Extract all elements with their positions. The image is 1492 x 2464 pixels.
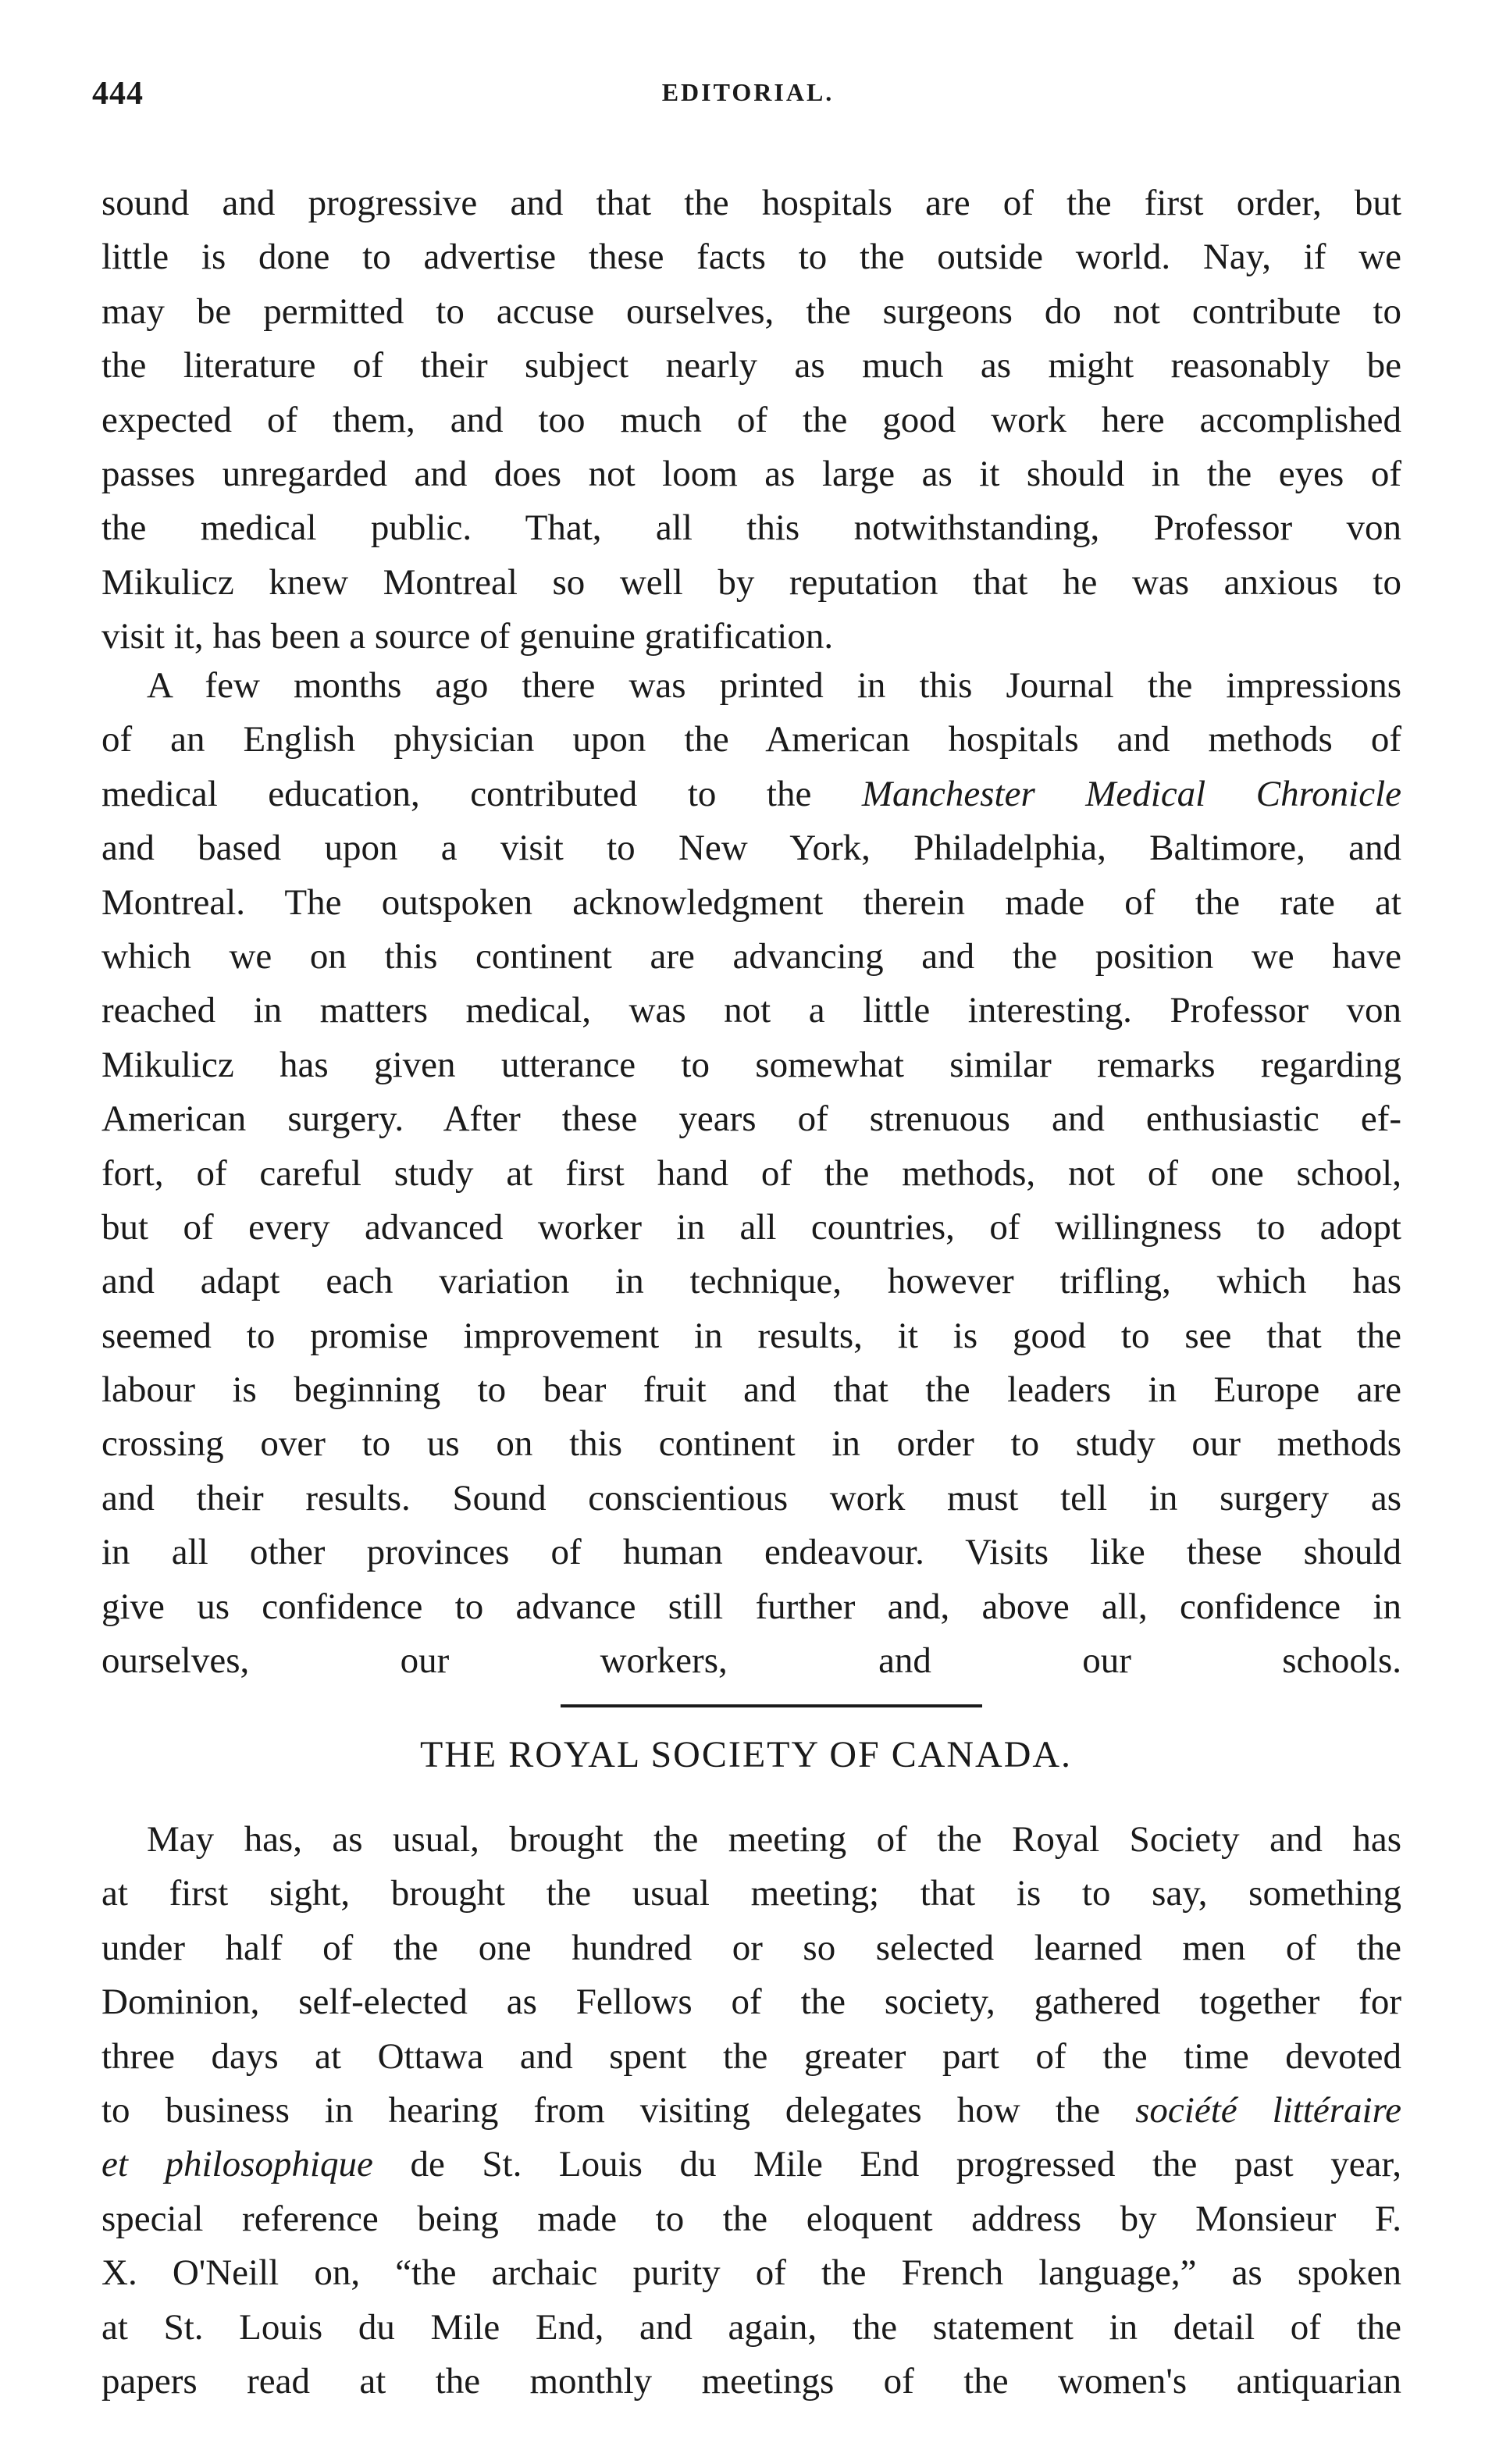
text-line: special reference being made to the eloquent address by Monsieur F. [101,2198,1401,2239]
section-divider [561,1704,982,1707]
text-run: medical education, contributed to the [101,773,812,814]
text-line: A few months ago there was printed in this Journal the impressions [147,665,1401,706]
text-line: little is done to advertise these facts to the outside world. Nay, if we [101,237,1401,278]
text-line: but of every advanced worker in all countries, of willingness to adopt [101,1206,1401,1248]
text-line: may be permitted to accuse ourselves, the surgeons do not contribute to [101,290,1401,332]
text-line: at first sight, brought the usual meeting; that is to say, something [101,1873,1401,1914]
text-line: of an English physician upon the American hospitals and methods of [101,719,1401,760]
text-line: the literature of their subject nearly as much as might reasonably be [101,345,1401,386]
paragraph-continued [101,176,1401,664]
society-name: société littéraire [1135,2089,1402,2131]
text-line: Dominion, self-elected as Fellows of the society, gathered together for [101,1982,1401,2023]
journal-title: Manchester Medical Chronicle [861,773,1401,814]
text-line: sound and progressive and that the hospitals are of the first order, but [101,183,1401,223]
text-line: ourselves, our workers, and our schools. [101,1640,1401,1682]
text-line: under half of the one hundred or so selected learned men of the [101,1927,1401,1968]
text-line: passes unregarded and does not loom as large as it should in the eyes of [101,453,1401,494]
text-line: American surgery. After these years of strenuous and enthusiastic ef- [101,1098,1401,1140]
text-line: X. O'Neill on, “the archaic purity of the French language,” as spoken [101,2252,1401,2294]
paragraph-impressions [101,659,1401,1743]
text-line: and based upon a visit to New York, Philadelphia, Baltimore, and [101,828,1401,869]
text-line: fort, of careful study at first hand of the methods, not of one school, [101,1152,1401,1194]
text-line: Montreal. The outspoken acknowledgment therein made of the rate at [101,881,1401,923]
paragraph-royal-society [101,1813,1401,2409]
text-line: papers read at the monthly meetings of the women's antiquarian [101,2360,1401,2402]
text-line: in all other provinces of human endeavour. Visits like these should [101,1532,1401,1573]
running-title: EDITORIAL. [661,78,835,106]
text-run: de St. Louis du Mile End progressed the past year, [410,2144,1402,2185]
text-line: visit it, has been a source of genuine gratification. [101,616,834,657]
text-line: three days at Ottawa and spent the greater part of the time devoted [101,2035,1401,2077]
text-line: and adapt each variation in technique, however trifling, which has [101,1261,1401,1302]
society-name: et philosophique [101,2144,373,2185]
text-line: which we on this continent are advancing and the position we have [101,935,1401,977]
section-heading: THE ROYAL SOCIETY OF CANADA. [419,1734,1073,1775]
text-line: at St. Louis du Mile End, and again, the statement in detail of the [101,2306,1401,2348]
text-line: give us confidence to advance still further and, above all, confidence in [101,1586,1401,1627]
text-line-with-italic [101,2138,1401,2192]
running-head [92,75,1404,130]
text-line: expected of them, and too much of the good work here accomplished [101,399,1401,440]
page-number: 444 [92,76,144,112]
text-line: Mikulicz knew Montreal so well by reputation that he was anxious to [101,561,1401,603]
text-line: Mikulicz has given utterance to somewhat similar remarks regarding [101,1044,1401,1085]
text-line-with-title [101,767,1401,821]
text-line: seemed to promise improvement in results, it is good to see that the [101,1315,1401,1356]
text-line: the medical public. That, all this notwithstanding, Professor von [101,507,1401,549]
text-line: labour is beginning to bear fruit and that the leaders in Europe are [101,1369,1401,1411]
text-line: and their results. Sound conscientious work must tell in surgery as [101,1477,1401,1519]
text-line: crossing over to us on this continent in order to study our methods [101,1423,1401,1465]
text-line-with-italic [101,2084,1401,2138]
text-run: to business in hearing from visiting delegates how the [101,2089,1101,2131]
text-line: May has, as usual, brought the meeting of the Royal Society and has [147,1819,1401,1860]
text-line: reached in matters medical, was not a little interesting. Professor von [101,990,1401,1031]
